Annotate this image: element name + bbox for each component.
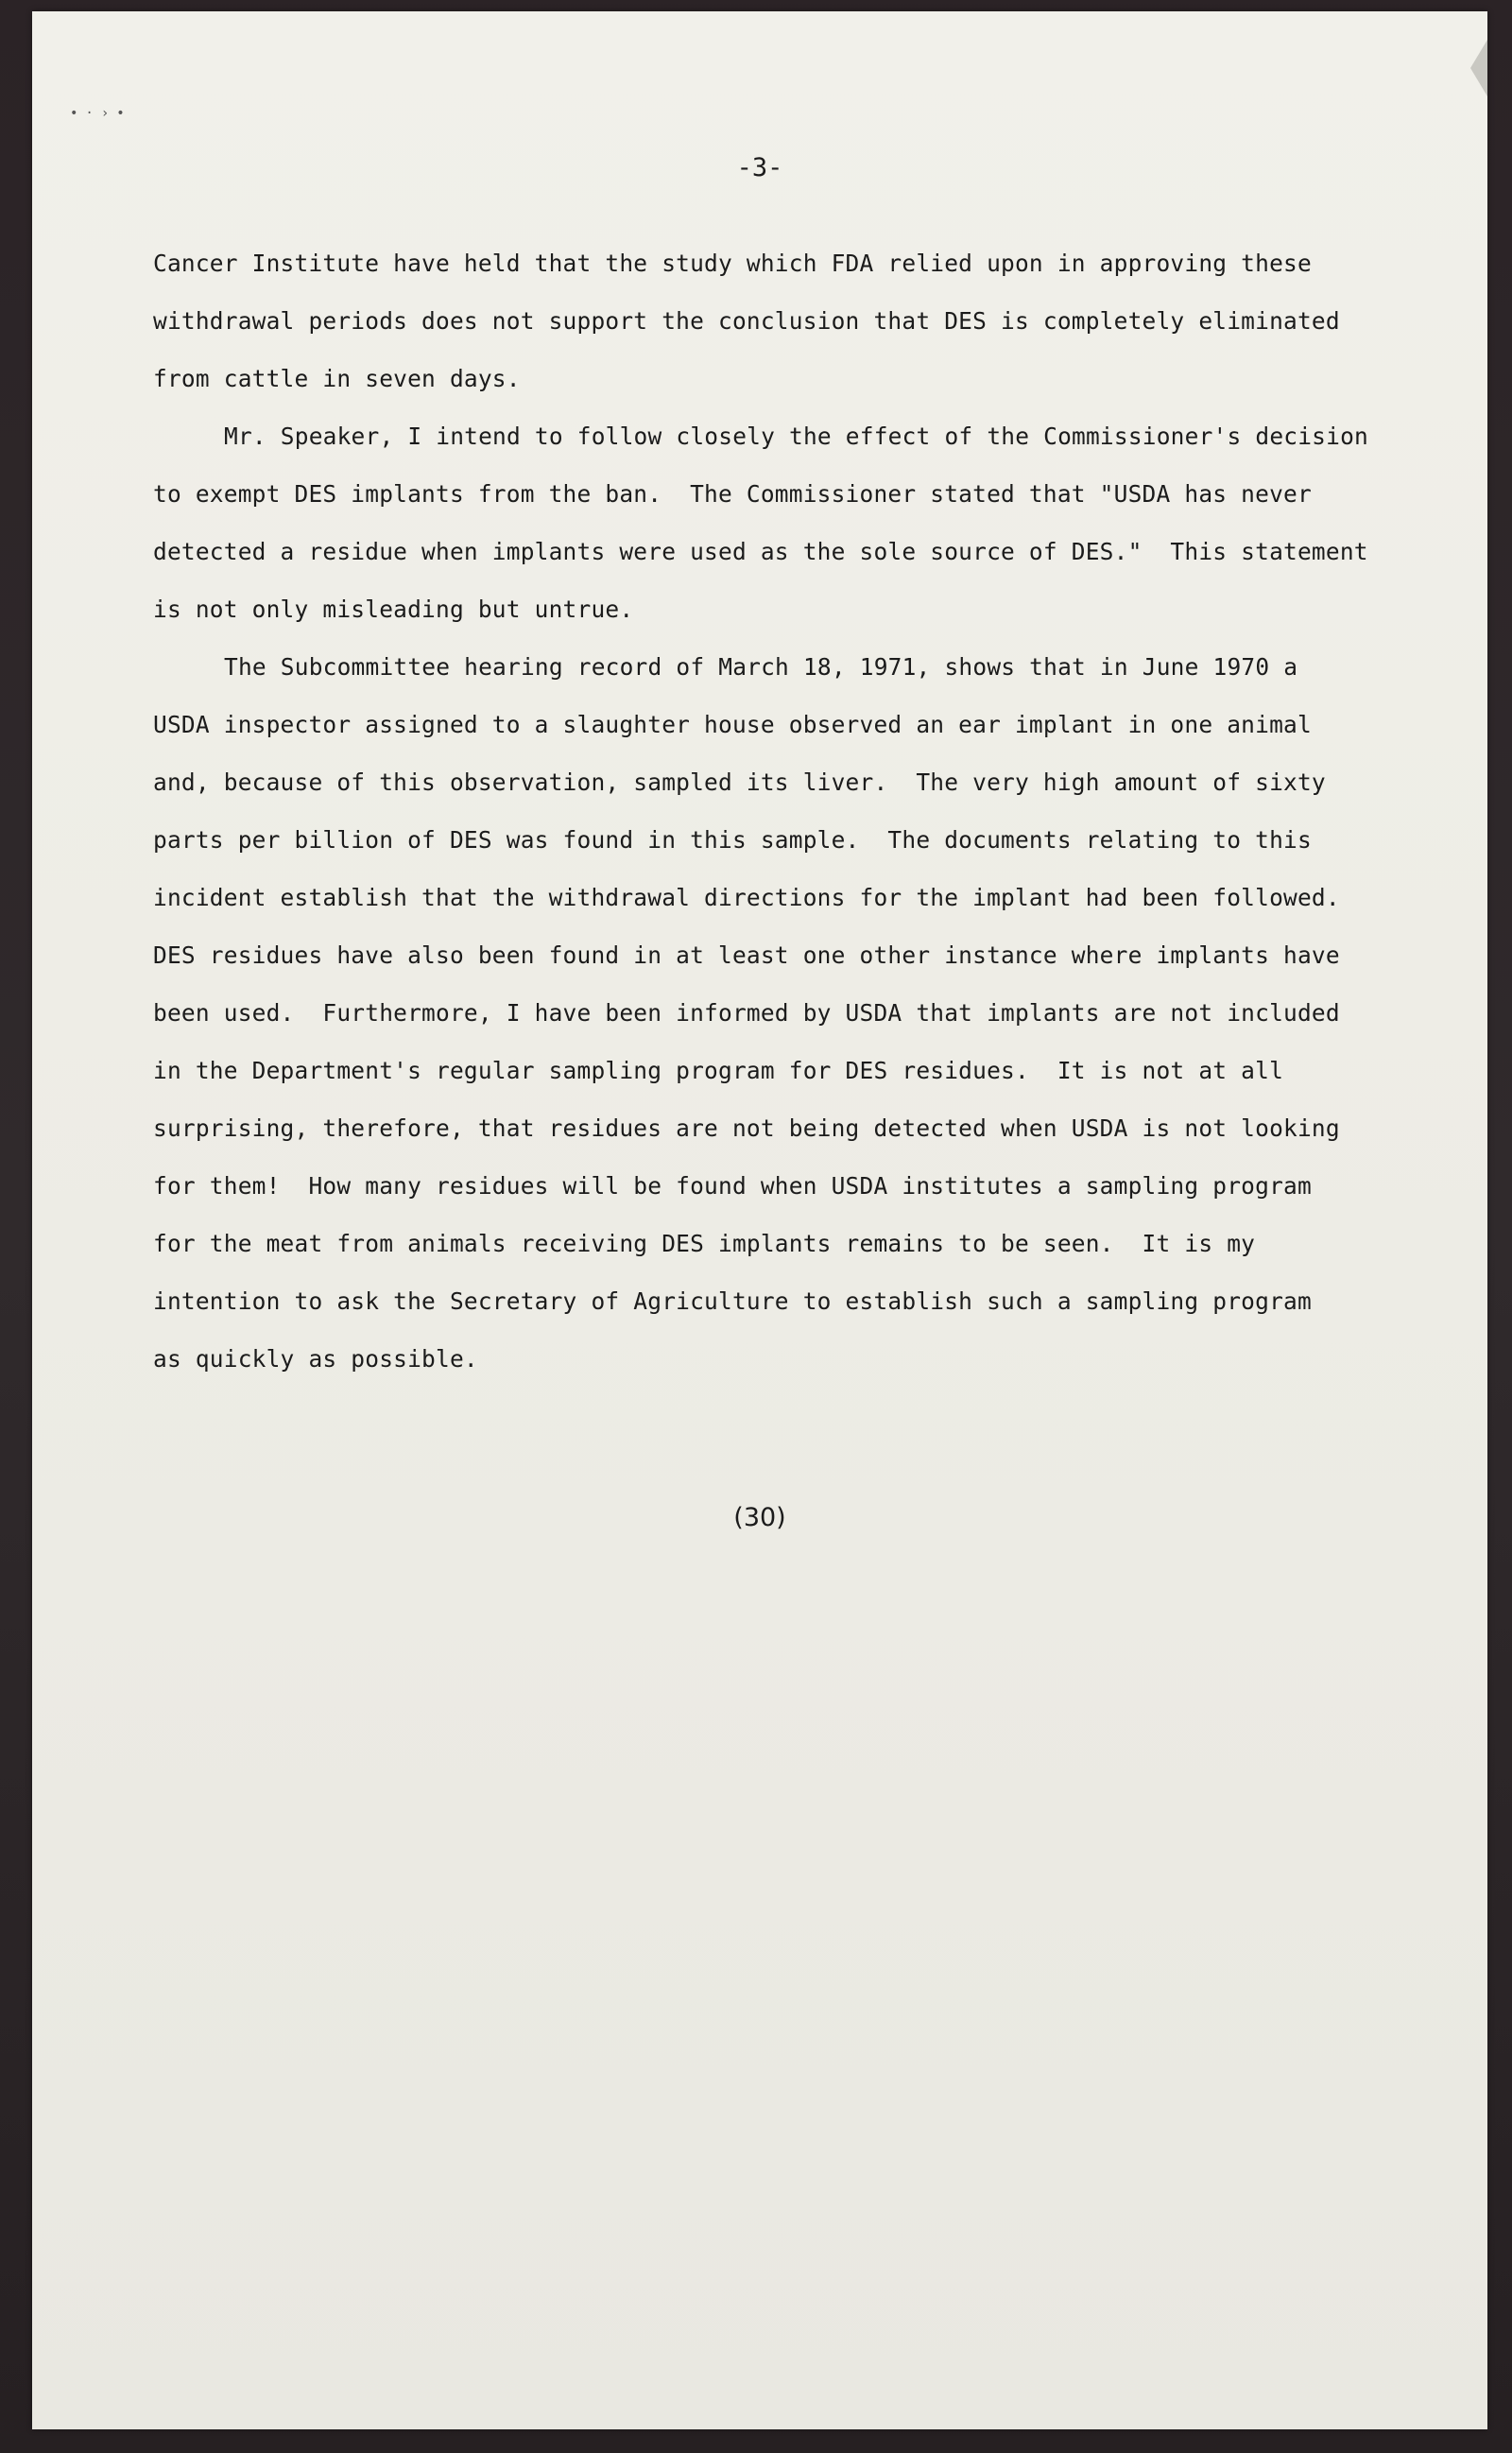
page-number-footer: (30) xyxy=(733,1503,786,1532)
text-line: Cancer Institute have held that the study which FDA relied upon in approving these xyxy=(153,250,1312,277)
text-line: withdrawal periods does not support the conclusion that DES is completely eliminated xyxy=(153,307,1340,335)
paragraph-1 xyxy=(153,234,1419,407)
text-line: intention to ask the Secretary of Agriculture to establish such a sampling program xyxy=(153,1287,1312,1315)
text-line: Mr. Speaker, I intend to follow closely the effect of the Commissioner's decision xyxy=(224,423,1368,450)
text-line: as quickly as possible. xyxy=(153,1345,478,1373)
document-page xyxy=(32,11,1487,2429)
document-body xyxy=(153,234,1419,1388)
text-line: for the meat from animals receiving DES implants remains to be seen. It is my xyxy=(153,1230,1256,1257)
text-line: surprising, therefore, that residues are not being detected when USDA is not looking xyxy=(153,1114,1340,1142)
text-line: is not only misleading but untrue. xyxy=(153,596,634,623)
text-line: detected a residue when implants were used as the sole source of DES." This statement xyxy=(153,538,1368,565)
text-line: incident establish that the withdrawal directions for the implant had been followed. xyxy=(153,884,1340,911)
paragraph-3 xyxy=(153,638,1419,1388)
text-line: DES residues have also been found in at least one other instance where implants have xyxy=(153,941,1340,969)
text-line: and, because of this observation, sampled its liver. The very high amount of sixty xyxy=(153,769,1326,796)
page-number-header: -3- xyxy=(736,153,783,182)
paragraph-2 xyxy=(153,407,1419,638)
paper-specks: •·›• xyxy=(70,106,132,121)
folded-corner xyxy=(1470,40,1487,96)
text-line: USDA inspector assigned to a slaughter house observed an ear implant in one animal xyxy=(153,711,1312,738)
text-line: from cattle in seven days. xyxy=(153,365,521,392)
text-line: The Subcommittee hearing record of March 18, 1971, shows that in June 1970 a xyxy=(224,653,1298,681)
text-line: in the Department's regular sampling program for DES residues. It is not at all xyxy=(153,1057,1284,1084)
text-line: for them! How many residues will be found when USDA institutes a sampling program xyxy=(153,1172,1312,1200)
text-line: parts per billion of DES was found in this sample. The documents relating to this xyxy=(153,826,1312,854)
text-line: been used. Furthermore, I have been informed by USDA that implants are not included xyxy=(153,999,1340,1027)
text-line: to exempt DES implants from the ban. The Commissioner stated that "USDA has never xyxy=(153,480,1312,508)
